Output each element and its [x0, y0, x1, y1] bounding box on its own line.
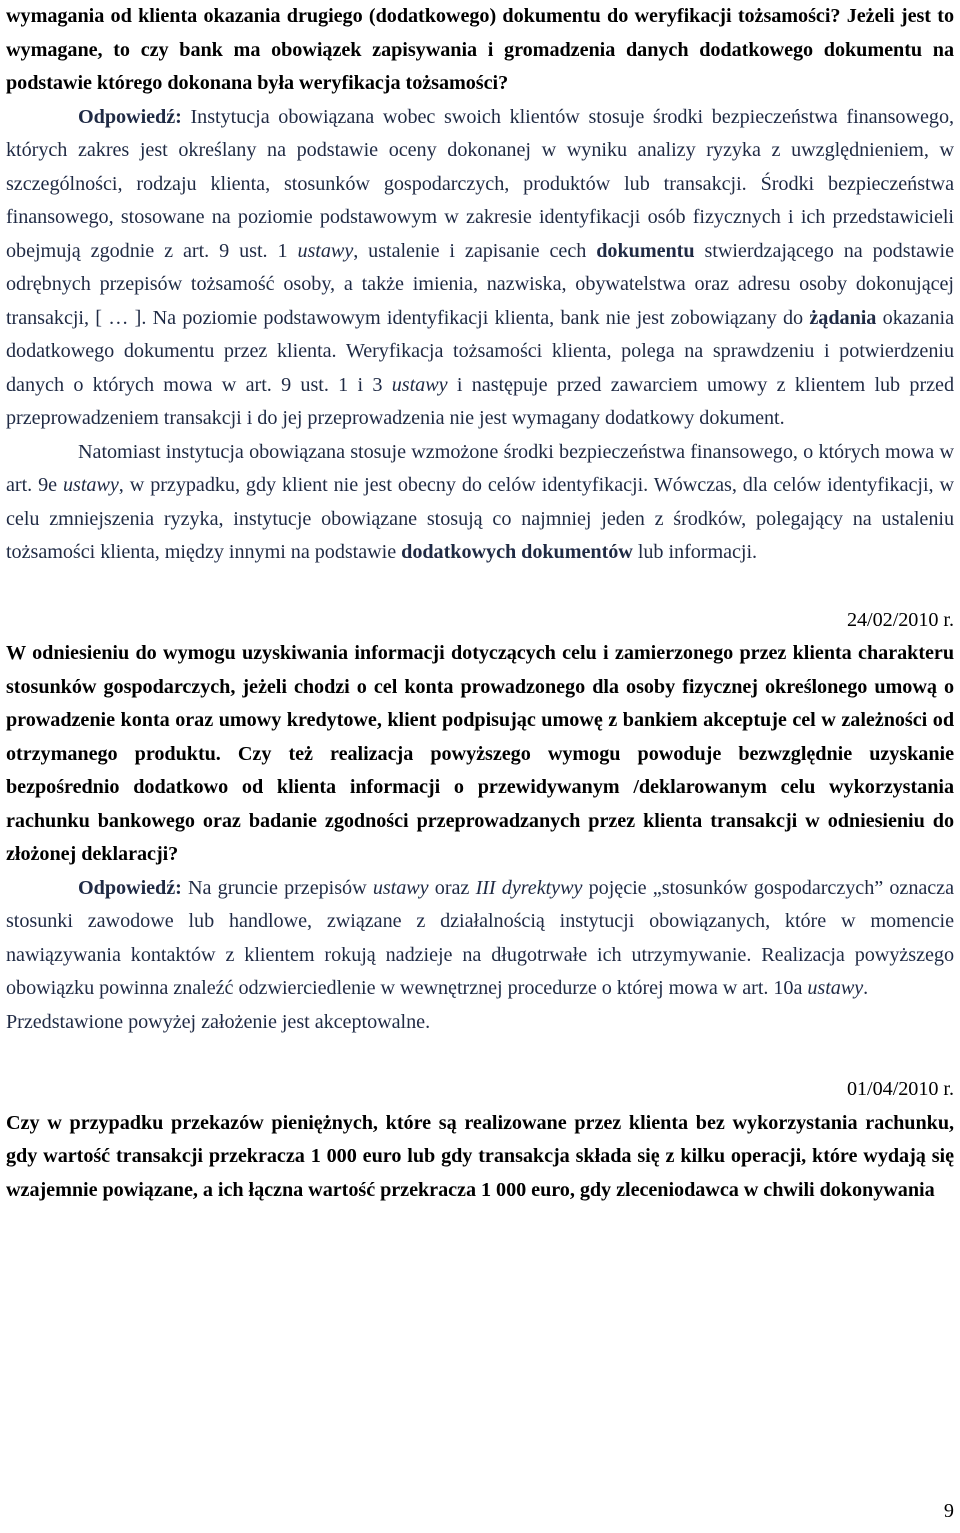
spacer	[6, 1039, 954, 1073]
question-continued: wymagania od klienta okazania drugiego (dodatkowego) dokumentu do weryfikacji tożsamości? Jeżeli jest to wymagane, to czy bank ma obowiązek zapisywania i gromadzenia danych dodatkowego dokumentu na podstawie którego dokonana była weryfikacja tożsamości?	[6, 5, 954, 94]
date-1: 24/02/2010 r.	[846, 608, 954, 631]
question-3: Czy w przypadku przekazów pieniężnych, które są realizowane przez klienta bez wykorzystania rachunku, gdy wartość transakcji przekracza 1 000 euro lub gdy transakcja składa się z kilku operacji, które wydają się wzajemnie powiązane, a ich łączna wartość przekracza 1 000 euro, gdy zleceniodawca w chwili dokonywania	[6, 1111, 954, 1201]
page-number: 9	[943, 1500, 954, 1522]
date-2: 01/04/2010 r.	[846, 1078, 954, 1100]
spacer	[6, 570, 954, 604]
answer-paragraph-3: Odpowiedź: Na gruncie przepisów ustawy oraz III dyrektywy pojęcie „stosunków gospodarczych” oznacza stosunki zawodowe lub handlowe, związane z działalnością instytucji obowiązanych, które w momencie nawiązywania kontaktów z klientem rokują nadzieje na długotrwałe ich utrzymywanie. Realizacja powyższego obowiązku powinna znaleźć odzwierciedlenie w wewnętrznej procedurze o której mowa w art. 10a ustawy.	[6, 876, 955, 999]
answer-paragraph-1: Odpowiedź: Instytucja obowiązana wobec swoich klientów stosuje środki bezpieczeństwa finansowego, których zakres jest określany na podstawie oceny dokonanej w wyniku analizy ryzyka z uwzględnieniem, w szczególności, rodzaju klienta, stosunków gospodarczych, produktów lub transakcji. Środki bezpieczeństwa finansowego, stosowane na poziomie podstawowym w zakresie identyfikacji osób fizycznych i ich przedstawicieli obejmują zgodnie z art. 9 ust. 1 ustawy, ustalenie i zapisanie cech dokumentu stwierdzającego na podstawie odrębnych przepisów tożsamość osoby, a także imienia, nazwiska, obywatelstwa oraz adresu osoby dokonującej transakcji, [ … ]. Na poziomie podstawowym identyfikacji klienta, bank nie jest zobowiązany do żądania okazania dodatkowego dokumentu przez klienta. Weryfikacja tożsamości klienta, polega na sprawdzeniu i potwierdzeniu danych o których mowa w art. 9 ust. 1 i 3 ustawy i następuje przed zawarciem umowy z klientem lub przed przeprowadzeniem transakcji i do jej przeprowadzenia nie jest wymagany dodatkowy dokument.	[6, 105, 955, 429]
question-2: W odniesieniu do wymogu uzyskiwania informacji dotyczących celu i zamierzonego przez klienta charakteru stosunków gospodarczych, jeżeli chodzi o cel konta prowadzonego dla osoby fizycznej określonego umową o prowadzenie konta oraz umowy kredytowe, klient podpisując umowę z bankiem akceptuje cel w zależności od otrzymanego produktu. Czy też realizacja powyższego wymogu powoduje bezwzględnie uzyskanie bezpośrednio dodatkowo od klienta informacji o przewidywanym /deklarowanym celu wykorzystania rachunku bankowego oraz badanie zgodności przeprowadzanych przez klienta transakcji w odniesieniu do złożonej deklaracji?	[6, 642, 954, 865]
answer-label: Odpowiedź:	[78, 105, 182, 128]
answer-paragraph-2: Natomiast instytucja obowiązana stosuje wzmożone środki bezpieczeństwa finansowego, o których mowa w art. 9e ustawy, w przypadku, gdy klient nie jest obecny do celów identyfikacji. Wówczas, dla celów identyfikacji, w celu zmniejszenia ryzyka, instytucje obowiązane stosują co najmniej jeden z środków, polegający na ustaleniu tożsamości klienta, między innymi na podstawie dodatkowych dokumentów lub informacji.	[6, 440, 954, 563]
document-page	[6, 0, 954, 1207]
answer-paragraph-4: Przedstawione powyżej założenie jest akceptowalne.	[6, 1010, 431, 1033]
answer-label: Odpowiedź:	[78, 876, 182, 899]
